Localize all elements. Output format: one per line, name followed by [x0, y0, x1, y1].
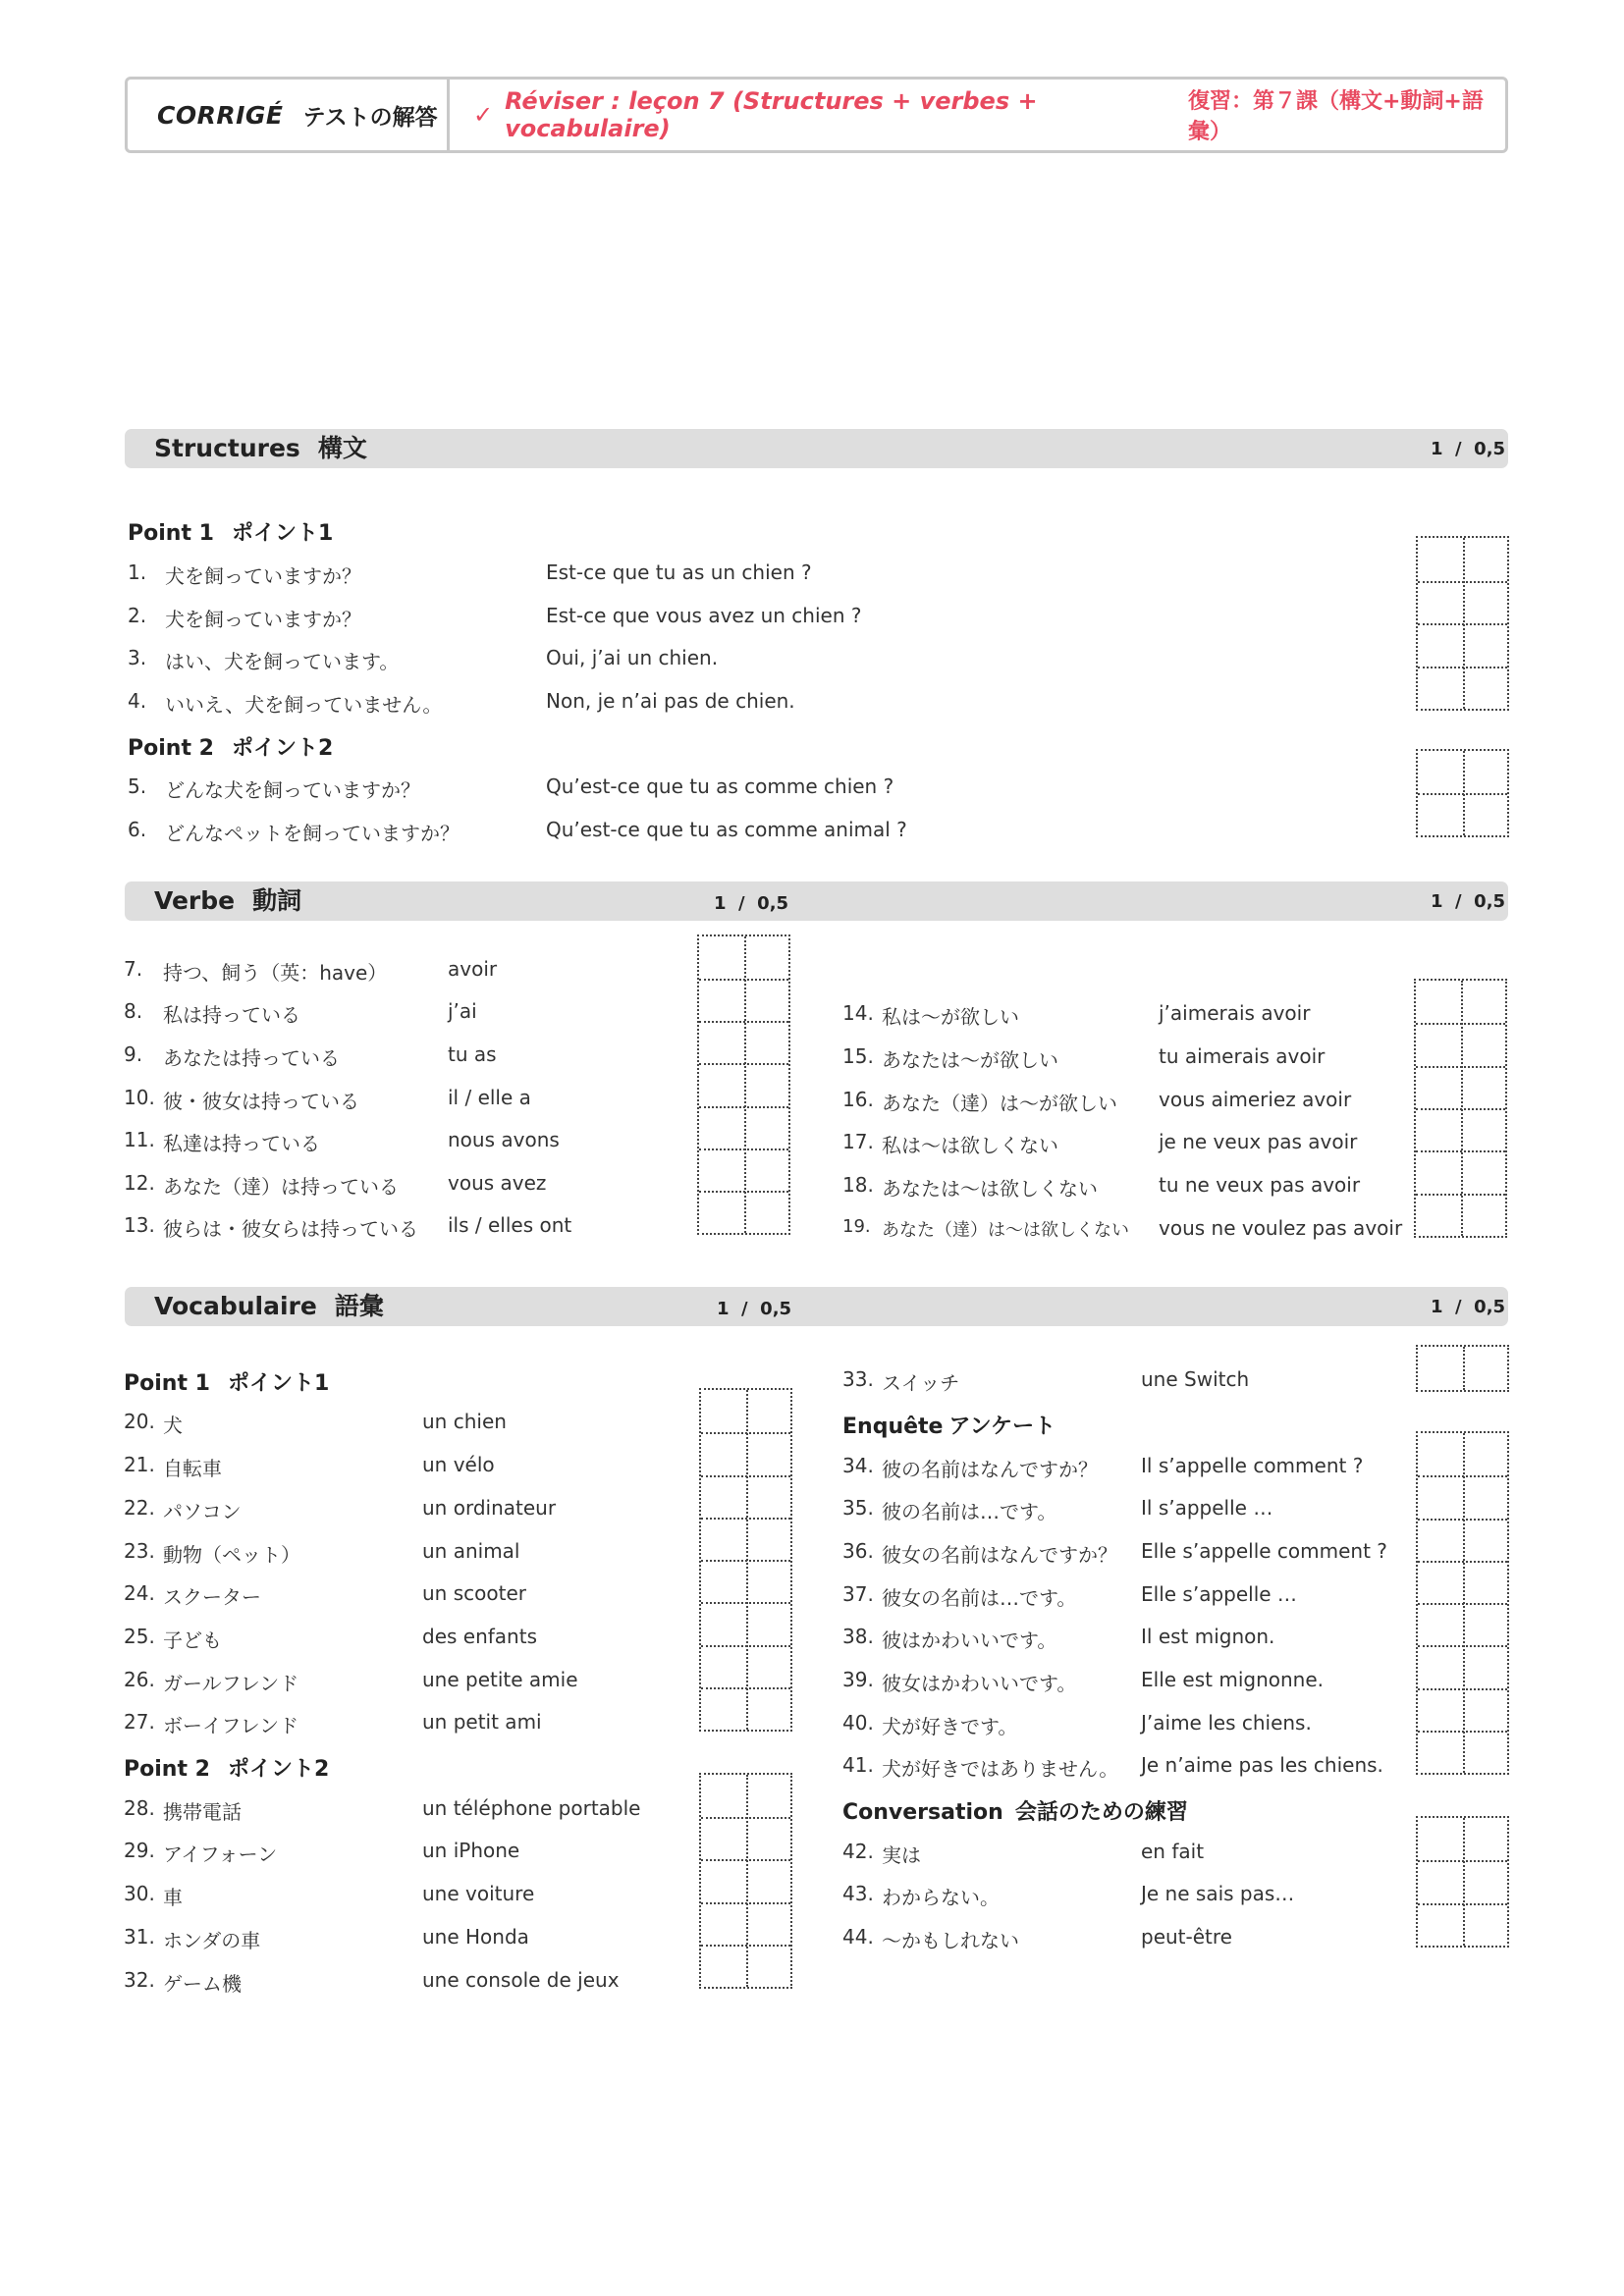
answer-box[interactable]	[1416, 749, 1509, 837]
item-number: 32.	[124, 1968, 155, 1992]
section-title-fr: Vocabulaire	[154, 1292, 317, 1320]
item-french: Qu’est-ce que tu as comme chien ?	[546, 774, 894, 798]
section-title-fr: Structures	[154, 434, 300, 462]
item-number: 20.	[124, 1410, 155, 1433]
item-number: 30.	[124, 1882, 155, 1905]
item-number: 28.	[124, 1796, 155, 1820]
item-japanese: あなた（達）は～は欲しくない	[882, 1220, 1129, 1241]
item-number: 5.	[128, 774, 147, 798]
item-number: 11.	[124, 1128, 155, 1151]
item-french: J’aime les chiens.	[1141, 1711, 1312, 1735]
item-japanese: 彼女の名前はなんですか？	[882, 1543, 1117, 1567]
score-verbe-right: 1 / 0,5	[1431, 891, 1506, 912]
section-bar-vocabulaire	[125, 1287, 1508, 1326]
item-french: peut-être	[1141, 1925, 1232, 1949]
item-number: 25.	[124, 1625, 155, 1648]
item-number: 14.	[842, 1001, 874, 1025]
section-title	[154, 1287, 384, 1326]
item-japanese: 彼の名前は…です。	[882, 1500, 1057, 1523]
section-bar-verbe	[125, 881, 1508, 921]
item-number: 13.	[124, 1213, 155, 1237]
score-vocabulaire-left: 1 / 0,5	[717, 1299, 792, 1319]
header-review-cell	[450, 80, 1505, 150]
item-french: un chien	[422, 1410, 507, 1433]
score-verbe-left: 1 / 0,5	[714, 893, 789, 914]
header-corrige-cell	[128, 80, 450, 150]
section-title-jp: 動詞	[252, 886, 302, 915]
item-french: en fait	[1141, 1840, 1205, 1863]
item-japanese: 持つ、飼う（英：have）	[163, 961, 388, 985]
item-french: Elle s’appelle comment ?	[1141, 1539, 1387, 1563]
item-japanese: 車	[163, 1886, 183, 1909]
item-french: vous ne voulez pas avoir	[1159, 1216, 1403, 1240]
item-japanese: あなたは持っている	[163, 1046, 340, 1070]
item-japanese: ゲーム機	[163, 1972, 242, 1996]
item-number: 7.	[124, 957, 143, 981]
point-label-jp: 会話のための練習	[1014, 1800, 1188, 1825]
item-french: un téléphone portable	[422, 1796, 641, 1820]
item-number: 24.	[124, 1581, 155, 1605]
item-number: 6.	[128, 818, 147, 841]
item-japanese: 犬	[163, 1414, 183, 1437]
item-french: un iPhone	[422, 1839, 520, 1862]
item-japanese: 彼らは・彼女らは持っている	[163, 1217, 418, 1241]
item-japanese: ボーイフレンド	[163, 1714, 299, 1737]
item-japanese: 自転車	[163, 1457, 222, 1480]
item-japanese: 犬を飼っていますか？	[165, 564, 361, 588]
item-japanese: ホンダの車	[163, 1929, 261, 1952]
item-number: 12.	[124, 1171, 155, 1195]
item-number: 37.	[842, 1582, 874, 1606]
item-japanese: 携帯電話	[163, 1800, 242, 1824]
item-french: nous avons	[448, 1128, 560, 1151]
header-corrige: CORRIGÉ	[157, 100, 284, 130]
item-japanese: 私は～は欲しくない	[882, 1134, 1058, 1157]
item-french: Je n’aime pas les chiens.	[1141, 1753, 1383, 1777]
item-japanese: アイフォーン	[163, 1842, 278, 1866]
answer-box[interactable]	[1416, 536, 1509, 711]
item-number: 41.	[842, 1753, 874, 1777]
point-label: Point 1	[128, 521, 214, 546]
item-japanese: ガールフレンド	[163, 1672, 299, 1695]
answer-box[interactable]	[1414, 979, 1507, 1238]
item-japanese: いいえ、犬を飼っていません。	[165, 693, 443, 717]
answer-box[interactable]	[697, 934, 790, 1235]
point-label-jp: ポイント2	[227, 1757, 330, 1782]
item-french: Elle est mignonne.	[1141, 1668, 1324, 1691]
item-japanese: 彼・彼女は持っている	[163, 1090, 359, 1113]
page-header	[125, 77, 1508, 153]
item-japanese: 彼はかわいいです。	[882, 1629, 1057, 1652]
check-icon: ✓	[473, 101, 494, 129]
item-french: ils / elles ont	[448, 1213, 572, 1237]
item-number: 36.	[842, 1539, 874, 1563]
section-title-jp: 構文	[317, 434, 367, 462]
item-japanese: 彼女の名前は…です。	[882, 1586, 1077, 1610]
item-number: 33.	[842, 1367, 874, 1391]
item-number: 10.	[124, 1086, 155, 1109]
item-french: une Honda	[422, 1925, 529, 1949]
point-label-jp: アンケート	[948, 1415, 1056, 1439]
item-japanese: 動物（ペット）	[163, 1543, 300, 1567]
section-bar-structures	[125, 429, 1508, 468]
answer-box[interactable]	[1416, 1431, 1509, 1775]
header-corrige-jp: テストの解答	[302, 104, 438, 131]
item-japanese: スイッチ	[882, 1371, 960, 1395]
item-number: 1.	[128, 561, 147, 584]
item-french: Oui, j’ai un chien.	[546, 646, 719, 669]
item-japanese: 彼の名前はなんですか？	[882, 1458, 1098, 1481]
item-number: 22.	[124, 1496, 155, 1520]
item-japanese: パソコン	[163, 1500, 242, 1523]
point-2-heading	[128, 731, 333, 762]
item-french: Est-ce que vous avez un chien ?	[546, 604, 862, 627]
section-title	[154, 429, 367, 468]
answer-box[interactable]	[1416, 1345, 1509, 1392]
item-french: des enfants	[422, 1625, 537, 1648]
item-french: Il s’appelle comment ?	[1141, 1454, 1364, 1477]
item-japanese: 彼女はかわいいです。	[882, 1672, 1077, 1695]
item-french: tu ne veux pas avoir	[1159, 1173, 1361, 1197]
item-french: Est-ce que tu as un chien ?	[546, 561, 812, 584]
item-french: un vélo	[422, 1453, 495, 1476]
item-french: j’ai	[448, 999, 477, 1023]
item-number: 2.	[128, 604, 147, 627]
item-number: 15.	[842, 1044, 874, 1068]
item-french: Il s’appelle …	[1141, 1496, 1273, 1520]
point-label: Enquête	[842, 1415, 944, 1439]
section-title-jp: 語彙	[334, 1292, 384, 1320]
item-japanese: 子ども	[163, 1629, 222, 1652]
point-1-heading	[124, 1366, 329, 1397]
item-number: 8.	[124, 999, 143, 1023]
item-number: 42.	[842, 1840, 874, 1863]
item-french: un animal	[422, 1539, 520, 1563]
point-label: Point 2	[124, 1757, 210, 1782]
item-number: 34.	[842, 1454, 874, 1477]
answer-box[interactable]	[699, 1773, 792, 1989]
item-japanese: どんなペットを飼っていますか？	[165, 822, 460, 845]
point-label: Point 2	[128, 736, 214, 761]
item-japanese: あなた（達）は～が欲しい	[882, 1092, 1117, 1115]
item-number: 3.	[128, 646, 147, 669]
item-japanese: スクーター	[163, 1585, 261, 1609]
point-label-jp: ポイント2	[231, 736, 334, 761]
answer-box[interactable]	[699, 1388, 792, 1732]
item-french: Je ne sais pas…	[1141, 1882, 1295, 1905]
item-french: un petit ami	[422, 1710, 542, 1734]
section-title	[154, 881, 301, 921]
answer-box[interactable]	[1416, 1816, 1509, 1948]
item-japanese: はい、犬を飼っています。	[165, 650, 400, 673]
point-1-heading	[128, 516, 333, 547]
item-french: vous aimeriez avoir	[1159, 1088, 1352, 1111]
item-japanese: 私は持っている	[163, 1003, 300, 1027]
item-french: vous avez	[448, 1171, 547, 1195]
section-title-fr: Verbe	[154, 886, 236, 915]
item-number: 39.	[842, 1668, 874, 1691]
item-number: 44.	[842, 1925, 874, 1949]
item-french: une petite amie	[422, 1668, 578, 1691]
item-japanese: 実は	[882, 1843, 921, 1867]
item-number: 27.	[124, 1710, 155, 1734]
score-vocabulaire-right: 1 / 0,5	[1431, 1297, 1506, 1317]
item-number: 38.	[842, 1625, 874, 1648]
item-french: Non, je n’ai pas de chien.	[546, 689, 795, 713]
item-number: 43.	[842, 1882, 874, 1905]
item-french: je ne veux pas avoir	[1159, 1130, 1358, 1153]
item-number: 31.	[124, 1925, 155, 1949]
header-review-jp: 復習：第７課（構文+動詞+語彙）	[1187, 89, 1484, 144]
item-number: 19.	[842, 1216, 871, 1237]
item-french: il / elle a	[448, 1086, 531, 1109]
item-french: Il est mignon.	[1141, 1625, 1275, 1648]
item-japanese: あなたは～が欲しい	[882, 1048, 1058, 1072]
score-structures: 1 / 0,5	[1431, 439, 1506, 459]
item-number: 40.	[842, 1711, 874, 1735]
item-french: tu as	[448, 1042, 497, 1066]
point-2-heading	[124, 1752, 329, 1783]
item-number: 21.	[124, 1453, 155, 1476]
item-french: une voiture	[422, 1882, 535, 1905]
item-japanese: どんな犬を飼っていますか？	[165, 778, 420, 802]
item-japanese: 私は～が欲しい	[882, 1005, 1019, 1029]
conversation-heading	[842, 1795, 1188, 1826]
item-french: tu aimerais avoir	[1159, 1044, 1326, 1068]
item-japanese: 犬が好きです。	[882, 1715, 1018, 1738]
item-number: 29.	[124, 1839, 155, 1862]
point-label: Point 1	[124, 1371, 210, 1396]
item-japanese: 私達は持っている	[163, 1132, 320, 1155]
item-french: Qu’est-ce que tu as comme animal ?	[546, 818, 907, 841]
item-number: 4.	[128, 689, 147, 713]
enquete-heading	[842, 1410, 1056, 1440]
item-number: 16.	[842, 1088, 874, 1111]
item-french: avoir	[448, 957, 498, 981]
item-number: 18.	[842, 1173, 874, 1197]
item-number: 9.	[124, 1042, 143, 1066]
point-label-jp: ポイント1	[227, 1371, 330, 1396]
item-japanese: ～かもしれない	[882, 1929, 1019, 1952]
item-japanese: あなたは～は欲しくない	[882, 1177, 1098, 1201]
item-japanese: わからない。	[882, 1886, 1000, 1909]
item-japanese: あなた（達）は持っている	[163, 1175, 399, 1199]
header-review: Réviser : leçon 7 (Structures + verbes + vocabulaire)	[505, 87, 1038, 142]
item-number: 23.	[124, 1539, 155, 1563]
item-french: une console de jeux	[422, 1968, 620, 1992]
item-number: 35.	[842, 1496, 874, 1520]
item-french: un scooter	[422, 1581, 526, 1605]
point-label-jp: ポイント1	[231, 521, 334, 546]
item-number: 26.	[124, 1668, 155, 1691]
item-japanese: 犬が好きではありません。	[882, 1757, 1119, 1781]
item-french: j’aimerais avoir	[1159, 1001, 1311, 1025]
item-french: une Switch	[1141, 1367, 1250, 1391]
item-french: Elle s’appelle …	[1141, 1582, 1297, 1606]
item-number: 17.	[842, 1130, 874, 1153]
point-label: Conversation	[842, 1800, 1003, 1825]
item-french: un ordinateur	[422, 1496, 557, 1520]
item-japanese: 犬を飼っていますか？	[165, 608, 361, 631]
